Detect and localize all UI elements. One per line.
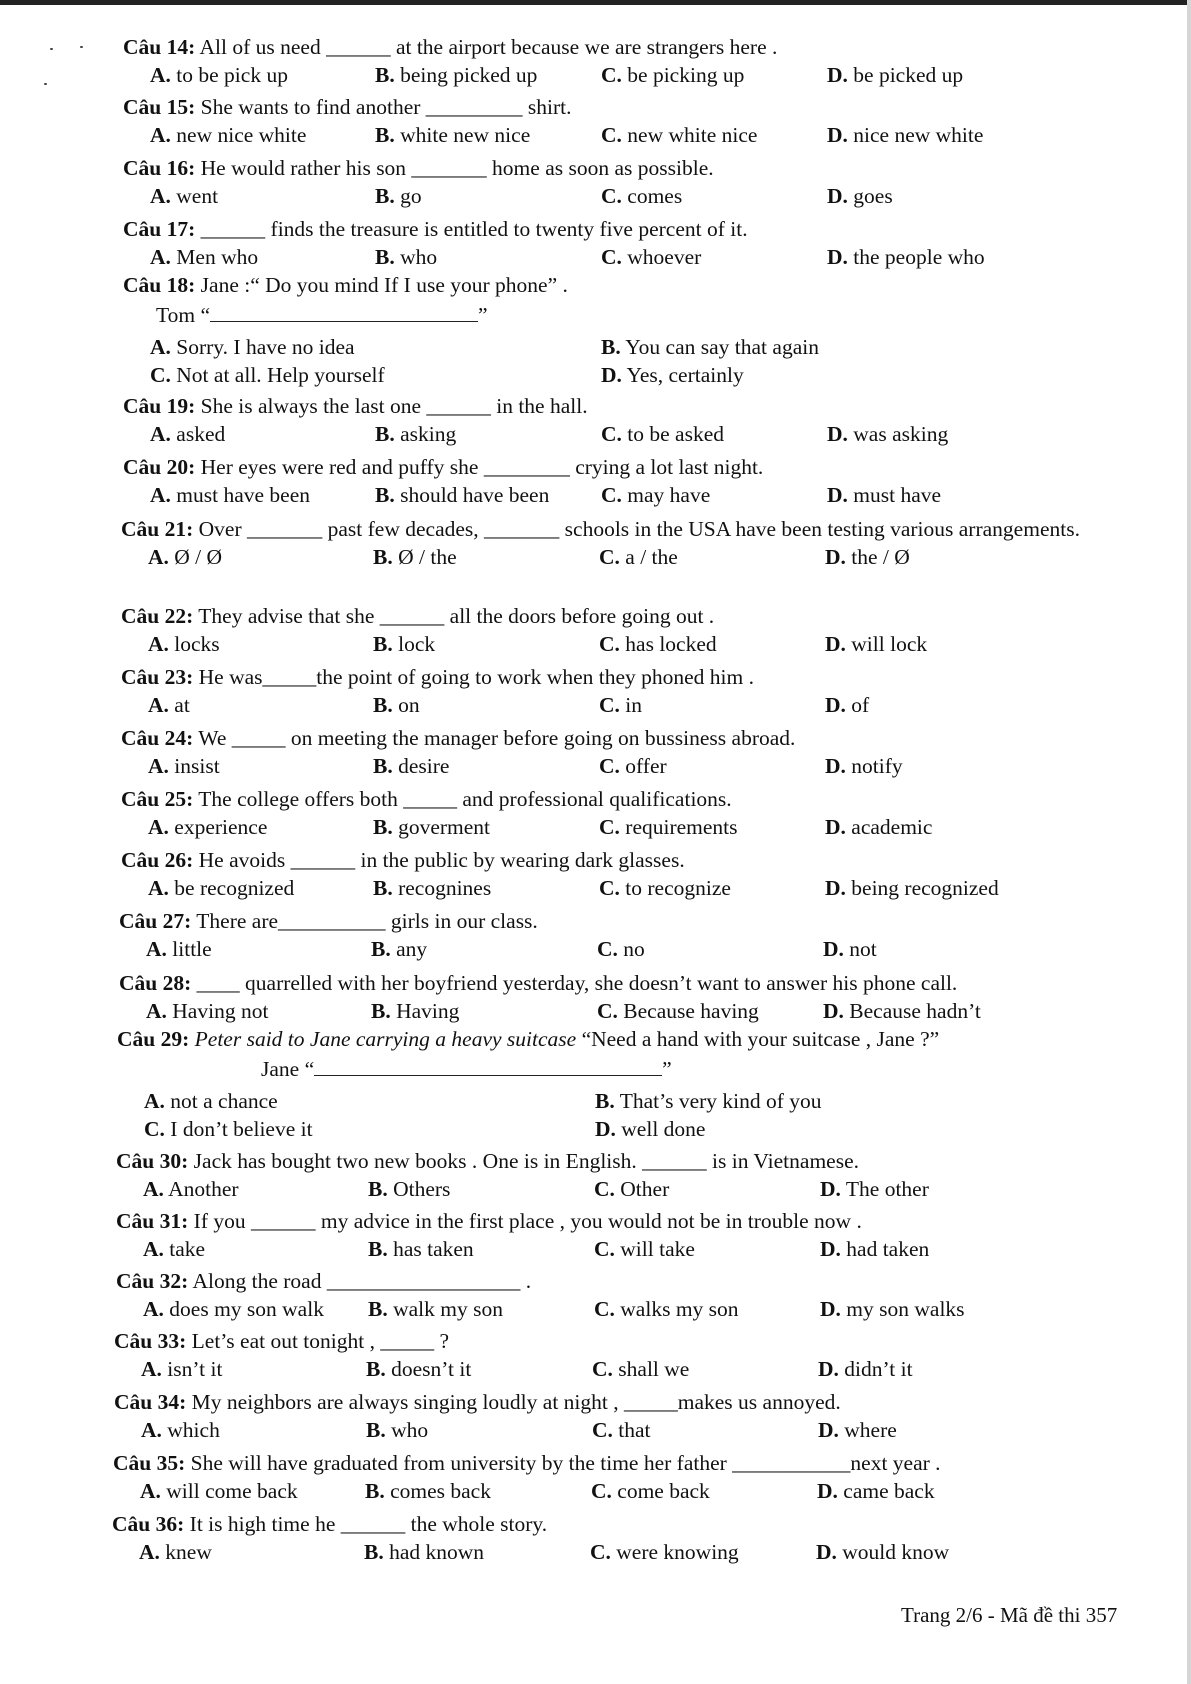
option-d[interactable]: D. Yes, certainly	[601, 363, 744, 387]
question-23	[121, 664, 870, 720]
option-a[interactable]: A. which	[141, 1418, 220, 1442]
option-c[interactable]: C. has locked	[599, 632, 717, 656]
option-c[interactable]: C. that	[592, 1418, 651, 1442]
options	[116, 1176, 929, 1204]
options	[119, 936, 877, 964]
option-b[interactable]: B. has taken	[368, 1237, 474, 1261]
option-d[interactable]: D. being recognized	[825, 876, 999, 900]
option-a[interactable]: A. experience	[148, 815, 268, 839]
option-c[interactable]: C. Because having	[597, 999, 759, 1023]
option-d[interactable]: D. didn’t it	[818, 1357, 913, 1381]
question-stem: Câu 20: Her eyes were red and puffy she ________ crying a lot last night.	[123, 455, 764, 479]
question-33	[114, 1328, 913, 1384]
reply-line: Jane “ ”	[261, 1057, 672, 1081]
question-31	[116, 1208, 930, 1264]
question-28	[119, 970, 981, 1026]
option-a[interactable]: A. insist	[148, 754, 220, 778]
question-stem: Câu 28: ____ quarrelled with her boyfriend yesterday, she doesn’t want to answer his phone call.	[119, 971, 958, 995]
option-c[interactable]: C. new white nice	[601, 123, 758, 147]
option-b[interactable]: B. lock	[373, 632, 436, 656]
question-18	[123, 272, 819, 390]
options	[121, 753, 903, 781]
question-15	[123, 94, 984, 150]
options	[114, 1417, 897, 1445]
option-b[interactable]: B. on	[373, 693, 420, 717]
question-14	[123, 34, 964, 90]
options	[121, 631, 928, 659]
answer-blank[interactable]	[314, 1057, 662, 1076]
option-b[interactable]: B. goverment	[373, 815, 491, 839]
question-27	[119, 908, 877, 964]
options	[123, 62, 964, 90]
option-b[interactable]: B. had known	[364, 1540, 485, 1564]
option-c[interactable]: C. I don’t believe it	[144, 1117, 313, 1141]
option-d[interactable]: D. academic	[825, 815, 933, 839]
option-d[interactable]: D. would know	[816, 1540, 950, 1564]
options	[112, 1539, 950, 1567]
option-a[interactable]: A. knew	[139, 1540, 212, 1564]
option-c[interactable]: C. comes	[601, 184, 683, 208]
option-b[interactable]: B. recognines	[373, 876, 492, 900]
option-c[interactable]: C. in	[599, 693, 643, 717]
options	[123, 482, 942, 510]
option-a[interactable]: A. must have been	[150, 483, 311, 507]
option-b[interactable]: B. That’s very kind of you	[595, 1089, 822, 1113]
option-a[interactable]: A. be recognized	[148, 876, 295, 900]
question-29	[117, 1026, 939, 1144]
question-17	[123, 216, 985, 272]
option-d[interactable]: D. goes	[827, 184, 893, 208]
option-d[interactable]: D. where	[818, 1418, 897, 1442]
question-stem: Câu 16: He would rather his son _______ home as soon as possible.	[123, 156, 714, 180]
question-stem: Câu 22: They advise that she ______ all the doors before going out .	[121, 604, 715, 628]
question-stem: Câu 26: He avoids ______ in the public by wearing dark glasses.	[121, 848, 685, 872]
question-stem: Câu 34: My neighbors are always singing loudly at night , _____makes us annoyed.	[114, 1390, 841, 1414]
option-b[interactable]: B. go	[375, 184, 422, 208]
option-c[interactable]: C. may have	[601, 483, 711, 507]
question-30	[116, 1148, 929, 1204]
question-36	[112, 1511, 950, 1567]
option-b[interactable]: B. who	[366, 1418, 429, 1442]
option-d[interactable]: D. be picked up	[827, 63, 964, 87]
option-a[interactable]: A. Sorry. I have no idea	[150, 335, 355, 359]
option-a[interactable]: A. Having not	[146, 999, 269, 1023]
options	[113, 1478, 941, 1506]
option-b[interactable]: B. white new nice	[375, 123, 531, 147]
option-d[interactable]: D. had taken	[820, 1237, 930, 1261]
option-a[interactable]: A. Another	[143, 1177, 239, 1201]
option-c[interactable]: C. walks my son	[594, 1297, 739, 1321]
question-stem: Câu 33: Let’s eat out tonight , _____ ?	[114, 1329, 450, 1353]
options	[123, 421, 949, 449]
option-d[interactable]: D. The other	[820, 1177, 929, 1201]
question-35	[113, 1450, 941, 1506]
option-a[interactable]: A. went	[150, 184, 219, 208]
option-b[interactable]: B. should have been	[375, 483, 550, 507]
option-c[interactable]: C. Not at all. Help yourself	[150, 363, 385, 387]
option-c[interactable]: C. were knowing	[590, 1540, 739, 1564]
question-stem: Câu 35: She will have graduated from university by the time her father ___________next year .	[113, 1451, 941, 1475]
option-a[interactable]: A. does my son walk	[143, 1297, 324, 1321]
option-d[interactable]: D. the / Ø	[825, 545, 910, 569]
option-a[interactable]: A. not a chance	[144, 1089, 278, 1113]
answer-blank[interactable]	[210, 303, 478, 322]
question-stem: Câu 30: Jack has bought two new books . One is in English. ______ is in Vietnamese.	[116, 1149, 860, 1173]
option-b[interactable]: B. who	[375, 245, 438, 269]
question-stem: Câu 19: She is always the last one ______ in the hall.	[123, 394, 588, 418]
question-stem: Câu 14: All of us need ______ at the airport because we are strangers here .	[123, 35, 778, 59]
reply-line: Tom “ ”	[156, 303, 488, 327]
options	[117, 1088, 939, 1144]
option-b[interactable]: B. Ø / the	[373, 545, 457, 569]
option-a[interactable]: A. will come back	[140, 1479, 298, 1503]
option-b[interactable]: B. Others	[368, 1177, 451, 1201]
option-b[interactable]: B. asking	[375, 422, 457, 446]
page-footer: Trang 2/6 - Mã đề thi 357	[901, 1603, 1118, 1627]
option-d[interactable]: D. came back	[817, 1479, 935, 1503]
options	[121, 544, 1137, 572]
option-c[interactable]: C. shall we	[592, 1357, 690, 1381]
options	[114, 1356, 913, 1384]
option-b[interactable]: B. comes back	[365, 1479, 491, 1503]
option-c[interactable]: C. to recognize	[599, 876, 731, 900]
question-34	[114, 1389, 897, 1445]
option-c[interactable]: C. requirements	[599, 815, 738, 839]
question-32	[116, 1268, 965, 1324]
question-stem: Câu 29: Peter said to Jane carrying a heavy suitcase “Need a hand with your suitcase , Jane ?”	[117, 1027, 940, 1051]
option-d[interactable]: D. was asking	[827, 422, 949, 446]
option-a[interactable]: A. locks	[148, 632, 220, 656]
options	[116, 1236, 930, 1264]
options	[123, 122, 984, 150]
option-d[interactable]: D. notify	[825, 754, 903, 778]
option-d[interactable]: D. must have	[827, 483, 942, 507]
option-b[interactable]: B. desire	[373, 754, 450, 778]
option-b[interactable]: B. any	[371, 937, 428, 961]
option-d[interactable]: D. not	[823, 937, 877, 961]
option-b[interactable]: B. being picked up	[375, 63, 538, 87]
options	[121, 692, 870, 720]
question-19	[123, 393, 949, 449]
option-c[interactable]: C. will take	[594, 1237, 695, 1261]
option-c[interactable]: C. offer	[599, 754, 667, 778]
option-c[interactable]: C. a / the	[599, 545, 678, 569]
question-26	[121, 847, 999, 903]
question-16	[123, 155, 893, 211]
option-d[interactable]: D. of	[825, 693, 870, 717]
option-a[interactable]: A. at	[148, 693, 190, 717]
question-stem: Câu 23: He was_____the point of going to work when they phoned him .	[121, 665, 754, 689]
question-stem: Câu 25: The college offers both _____ and professional qualifications.	[121, 787, 732, 811]
question-20	[123, 454, 942, 510]
option-d[interactable]: D. will lock	[825, 632, 928, 656]
question-stem: Câu 17: ______ finds the treasure is entitled to twenty five percent of it.	[123, 217, 748, 241]
option-a[interactable]: A. new nice white	[150, 123, 307, 147]
option-d[interactable]: D. my son walks	[820, 1297, 965, 1321]
option-d[interactable]: D. well done	[595, 1117, 706, 1141]
option-a[interactable]: A. to be pick up	[150, 63, 288, 87]
question-stem: Câu 32: Along the road __________________ .	[116, 1269, 532, 1293]
question-stem: Câu 31: If you ______ my advice in the first place , you would not be in trouble now .	[116, 1209, 862, 1233]
option-c[interactable]: C. whoever	[601, 245, 702, 269]
question-stem: Câu 24: We _____ on meeting the manager before going on bussiness abroad.	[121, 726, 796, 750]
question-25	[121, 786, 933, 842]
question-stem: Câu 15: She wants to find another _________ shirt.	[123, 95, 572, 119]
option-c[interactable]: C. Other	[594, 1177, 670, 1201]
question-24	[121, 725, 903, 781]
option-a[interactable]: A. Men who	[150, 245, 259, 269]
option-b[interactable]: B. doesn’t it	[366, 1357, 472, 1381]
option-b[interactable]: B. Having	[371, 999, 460, 1023]
question-stem: Câu 18: Jane :“ Do you mind If I use your phone” .	[123, 273, 568, 297]
option-c[interactable]: C. to be asked	[601, 422, 724, 446]
option-a[interactable]: A. asked	[150, 422, 226, 446]
option-b[interactable]: B. walk my son	[368, 1297, 503, 1321]
options	[123, 334, 819, 390]
options	[119, 998, 981, 1026]
option-c[interactable]: C. come back	[591, 1479, 710, 1503]
option-d[interactable]: D. Because hadn’t	[823, 999, 981, 1023]
option-a[interactable]: A. little	[146, 937, 212, 961]
question-stem: Câu 36: It is high time he ______ the whole story.	[112, 1512, 548, 1536]
options	[123, 183, 893, 211]
options	[121, 875, 999, 903]
options	[123, 244, 985, 272]
option-d[interactable]: D. nice new white	[827, 123, 984, 147]
options	[121, 814, 933, 842]
option-c[interactable]: C. be picking up	[601, 63, 745, 87]
question-stem: Câu 27: There are__________ girls in our class.	[119, 909, 538, 933]
option-a[interactable]: A. Ø / Ø	[148, 545, 223, 569]
options	[116, 1296, 965, 1324]
question-22	[121, 603, 928, 659]
question-21	[121, 516, 1137, 572]
option-d[interactable]: D. the people who	[827, 245, 985, 269]
question-stem: Câu 21: Over _______ past few decades, _______ schools in the USA have been testing various arrangements.	[121, 517, 1080, 541]
option-a[interactable]: A. isn’t it	[141, 1357, 223, 1381]
option-b[interactable]: B. You can say that again	[601, 335, 819, 359]
option-c[interactable]: C. no	[597, 937, 645, 961]
option-a[interactable]: A. take	[143, 1237, 206, 1261]
